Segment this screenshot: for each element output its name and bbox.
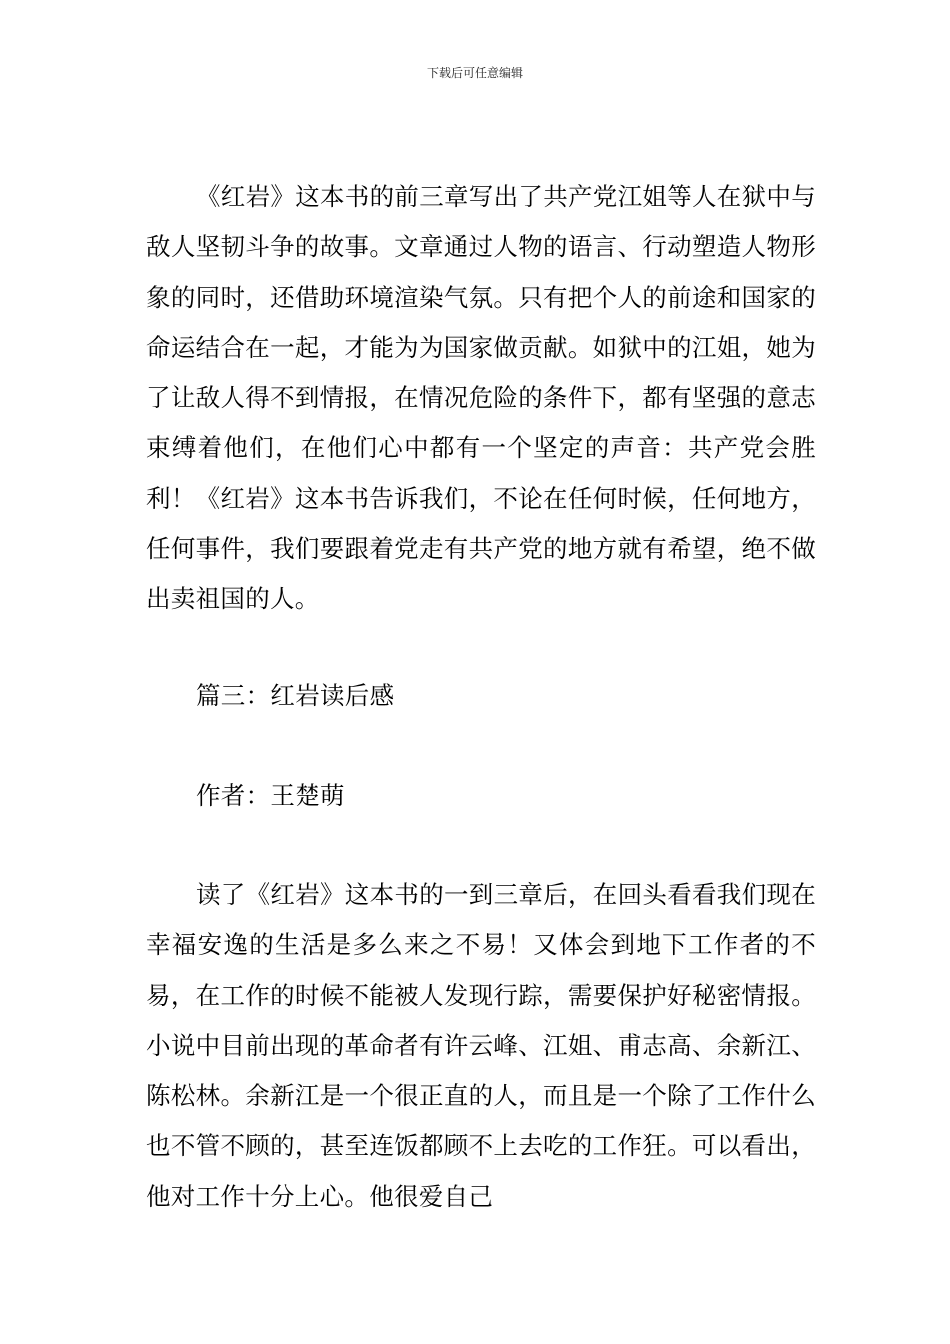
body-paragraph-1: 《红岩》这本书的前三章写出了共产党江姐等人在狱中与敌人坚韧斗争的故事。文章通过人物的语言、行动塑造人物形象的同时，还借助环境渲染气氛。只有把个人的前途和国家的命运结合在一起，才能为为国家做贡献。如狱中的江姐，她为了让敌人得不到情报，在情况危险的条件下，都有坚强的意志束缚着他们，在他们心中都有一个坚定的声音：共产党会胜利！《红岩》这本书告诉我们，不论在任何时候，任何地方，任何事件，我们要跟着党走有共产党的地方就有希望，绝不做出卖祖国的人。: [146, 182, 816, 614]
section-title: 篇三：红岩读后感: [196, 681, 395, 710]
body-paragraph-2: 读了《红岩》这本书的一到三章后，在回头看看我们现在幸福安逸的生活是多么来之不易！又体会到地下工作者的不易，在工作的时候不能被人发现行踪，需要保护好秘密情报。小说中目前出现的革命者有许云峰、江姐、甫志高、余新江、陈松林。余新江是一个很正直的人，而且是一个除了工作什么也不管不顾的，甚至连饭都顾不上去吃的工作狂。可以看出，他对工作十分上心。他很爱自己: [146, 880, 816, 1211]
page-header: 下载后可任意编辑: [426, 66, 523, 80]
author-line: 作者：王楚萌: [196, 781, 345, 810]
